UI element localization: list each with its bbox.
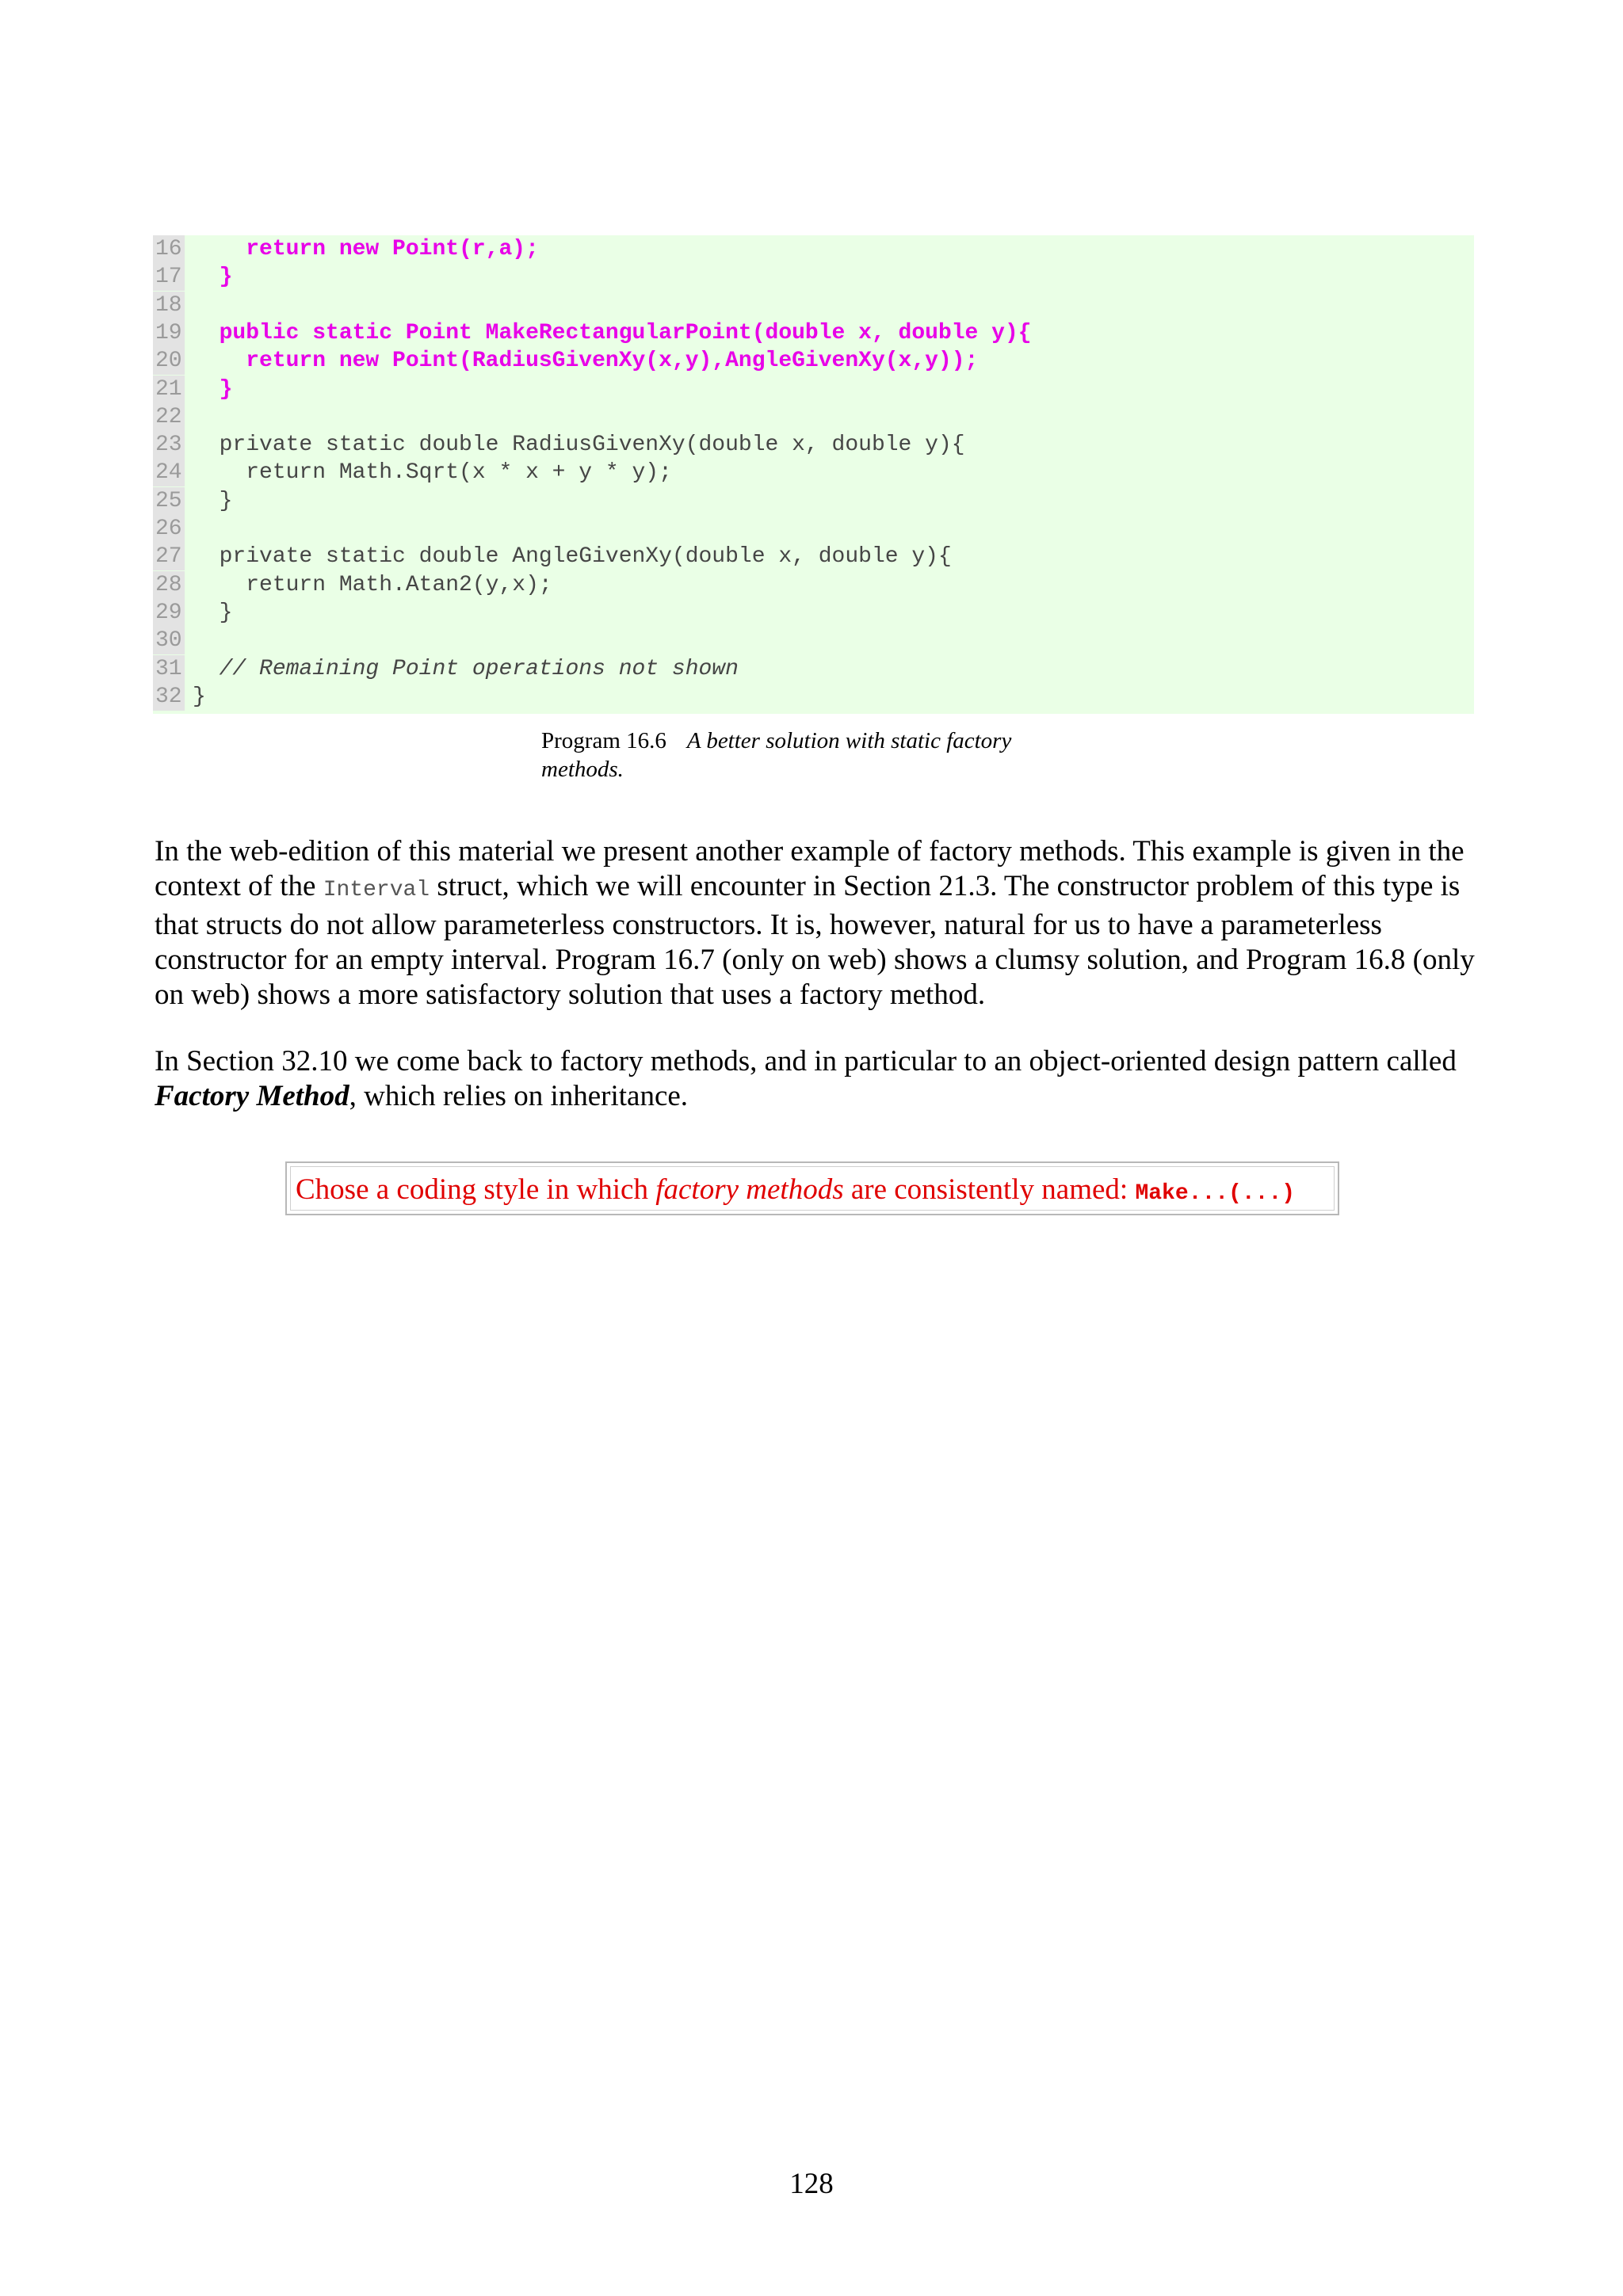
line-number: 24 <box>153 459 185 486</box>
line-number: 26 <box>153 515 185 543</box>
code-text: } <box>193 376 233 402</box>
code-line <box>153 319 1474 347</box>
code-text: } <box>193 600 233 625</box>
line-number: 16 <box>153 235 185 263</box>
code-line <box>153 487 1474 515</box>
guideline-italic: factory methods <box>655 1173 844 1206</box>
code-line <box>153 599 1474 627</box>
code-line <box>153 263 1474 291</box>
code-text: public static Point MakeRectangularPoint(double x, double y){ <box>193 320 1032 345</box>
style-guideline-text <box>290 1166 1335 1211</box>
code-text: private static double AngleGivenXy(double x, double y){ <box>193 544 952 570</box>
line-number: 27 <box>153 543 185 570</box>
code-line <box>153 292 1474 319</box>
code-text: return Math.Atan2(y,x); <box>193 572 552 597</box>
code-text: return Math.Sqrt(x * x + y * y); <box>193 460 672 486</box>
line-number: 25 <box>153 487 185 515</box>
code-listing <box>153 235 1474 714</box>
inline-code: Interval <box>323 878 430 902</box>
paragraph-text: , which relies on inheritance. <box>349 1080 689 1112</box>
code-line <box>153 347 1474 375</box>
line-number: 23 <box>153 431 185 459</box>
paragraph-text: In Section 32.10 we come back to factory methods, and in particular to an object-oriented design pattern called <box>155 1045 1457 1077</box>
code-text: return new Point(r,a); <box>193 237 539 261</box>
code-text: } <box>193 488 233 513</box>
code-line <box>153 627 1474 654</box>
program-caption <box>541 727 1096 784</box>
guideline-text: Chose a coding style in which <box>296 1173 656 1206</box>
code-line <box>153 431 1474 459</box>
line-number: 22 <box>153 403 185 431</box>
code-text: } <box>193 684 206 709</box>
code-line <box>153 571 1474 599</box>
line-number: 29 <box>153 599 185 627</box>
line-number: 21 <box>153 376 185 403</box>
page-number: 128 <box>789 2168 834 2200</box>
line-number: 20 <box>153 347 185 375</box>
code-text: private static double RadiusGivenXy(double x, double y){ <box>193 433 965 458</box>
code-line <box>153 655 1474 683</box>
caption-label: Program 16.6 <box>541 728 666 753</box>
code-line <box>153 235 1474 263</box>
paragraph-factory-example <box>155 834 1486 1013</box>
paragraph-text: struct, which we will encounter in Section 21.3. The constructor problem of this type is that structs do not allow parameterless constructors. It is, however, natural for us to have a parameterless constructor for an empty interval. Program 16.7 (only on web) shows a clumsy solution, and Program 16.8 (only on web) shows a more satisfactory solution that uses a factory method. <box>155 870 1475 1011</box>
code-line <box>153 403 1474 431</box>
bold-term: Factory Method <box>155 1080 349 1112</box>
code-line <box>153 683 1474 711</box>
style-guideline-box <box>285 1161 1339 1215</box>
guideline-text: are consistently named: <box>843 1173 1136 1206</box>
paragraph-design-pattern <box>155 1044 1486 1114</box>
code-line <box>153 459 1474 486</box>
line-number: 17 <box>153 263 185 291</box>
code-text: return new Point(RadiusGivenXy(x,y),AngleGivenXy(x,y)); <box>193 349 979 374</box>
line-number: 30 <box>153 627 185 654</box>
line-number: 31 <box>153 655 185 683</box>
line-number: 28 <box>153 571 185 599</box>
line-number: 19 <box>153 319 185 347</box>
code-text: } <box>193 265 233 290</box>
guideline-code: Make...(...) <box>1135 1181 1296 1206</box>
line-number: 32 <box>153 683 185 711</box>
caption-text: A better solution with static factory methods. <box>541 728 1012 782</box>
paragraph-text: In the web-edition of this material we present another example of factory methods. This example is given in the context of the <box>155 835 1465 902</box>
code-line <box>153 543 1474 570</box>
line-number: 18 <box>153 292 185 319</box>
code-text: // Remaining Point operations not shown <box>193 656 739 681</box>
code-line <box>153 515 1474 543</box>
code-line <box>153 376 1474 403</box>
